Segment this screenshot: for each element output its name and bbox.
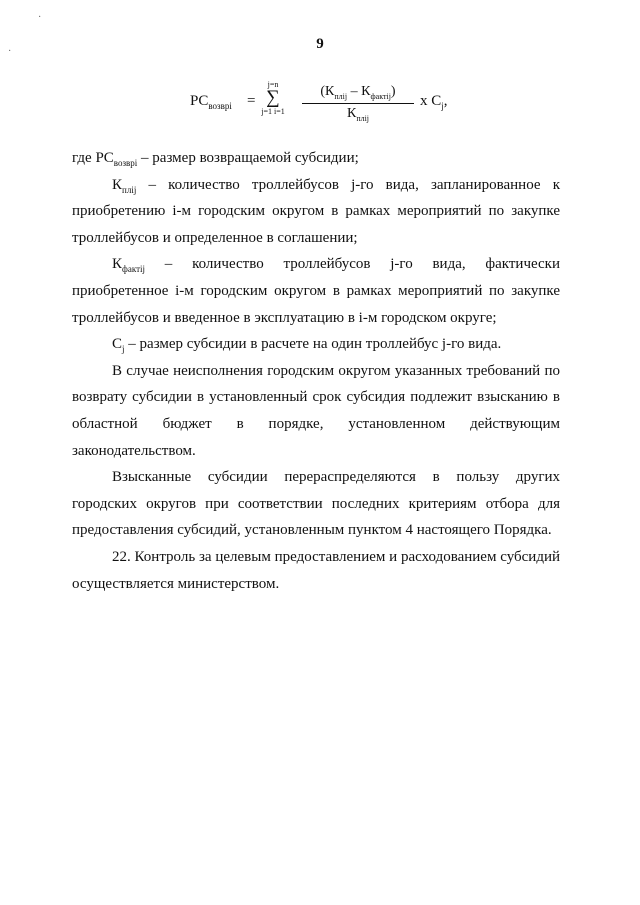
fraction-numerator	[298, 84, 418, 103]
paragraph-redistribution: Взысканные субсидии перераспределяются в пользу других городских округов при соответствии последних критериям отбора для предоставления субсидий, установленным пунктом 4 настоящего Порядка.	[72, 469, 560, 539]
scan-dot: ·	[38, 12, 42, 23]
denominator-sub: плij	[356, 113, 370, 123]
formula-sum	[260, 80, 286, 117]
formula-equals: =	[247, 93, 256, 109]
formula-lhs	[190, 93, 232, 111]
formula	[190, 80, 490, 132]
p1-pre: где PC	[72, 150, 114, 166]
sum-lower-limit: j=1 i=1	[261, 107, 285, 116]
p3-pre: К	[112, 256, 123, 273]
p3-sub: фактij	[122, 264, 146, 275]
scan-dot: ·	[8, 46, 12, 57]
p1-sub: возврi	[113, 158, 138, 168]
paragraph-definition-kpl	[72, 172, 560, 252]
formula-trailing: ,	[443, 93, 448, 109]
multiplier-main: x C	[420, 93, 442, 109]
numerator-open: (К	[320, 84, 335, 99]
formula-multiplier	[420, 93, 448, 111]
paragraph-recovery: В случае неисполнения городским округом указанных требований по возврату субсидии в установленный срок субсидия подлежит взысканию в областной бюджет в порядке, установленном действующим законодательством.	[72, 362, 560, 459]
p4-post: – размер субсидии в расчете на один троллейбус j-го вида.	[124, 336, 502, 353]
paragraph-control: 22. Контроль за целевым предоставлением и расходованием субсидий осуществляется министерством.	[72, 548, 560, 592]
paragraph-definition-cj	[72, 331, 560, 358]
multiplier-sub: j	[441, 101, 444, 111]
p4-pre: C	[112, 336, 123, 353]
p2-pre: К	[112, 176, 123, 193]
p3-post: – количество троллейбусов j-го вида, фактически приобретенное i-м городским округом в рамках мероприятий по закупке троллейбусов и введенное в эксплуатацию в i-м городском округе;	[72, 256, 560, 326]
formula-fraction	[298, 84, 418, 123]
paragraph-definition-kfakt	[72, 251, 560, 331]
paragraph-definition-pc	[72, 145, 560, 172]
denominator-main: К	[346, 105, 357, 121]
formula-lhs-sub: возврi	[208, 101, 232, 111]
p2-sub: плij	[122, 184, 137, 195]
p4-sub: j	[122, 344, 125, 355]
fraction-denominator	[298, 104, 418, 123]
sum-upper-limit: j=n	[267, 80, 279, 89]
numerator-mid: – К	[347, 84, 371, 99]
body-text	[72, 145, 560, 597]
formula-lhs-main: PC	[190, 93, 209, 109]
p1-post: – размер возвращаемой субсидии;	[137, 150, 359, 166]
numerator-sub2: фактij	[370, 91, 391, 101]
numerator-close: )	[390, 84, 396, 99]
numerator-sub1: плij	[334, 91, 348, 101]
page-number: 9	[316, 36, 324, 52]
sum-sigma: ∑	[266, 87, 280, 108]
p2-post: – количество троллейбусов j-го вида, запланированное к приобретению i-м городским округом в рамках мероприятий по закупке троллейбусов и определенное в соглашении;	[72, 176, 560, 246]
